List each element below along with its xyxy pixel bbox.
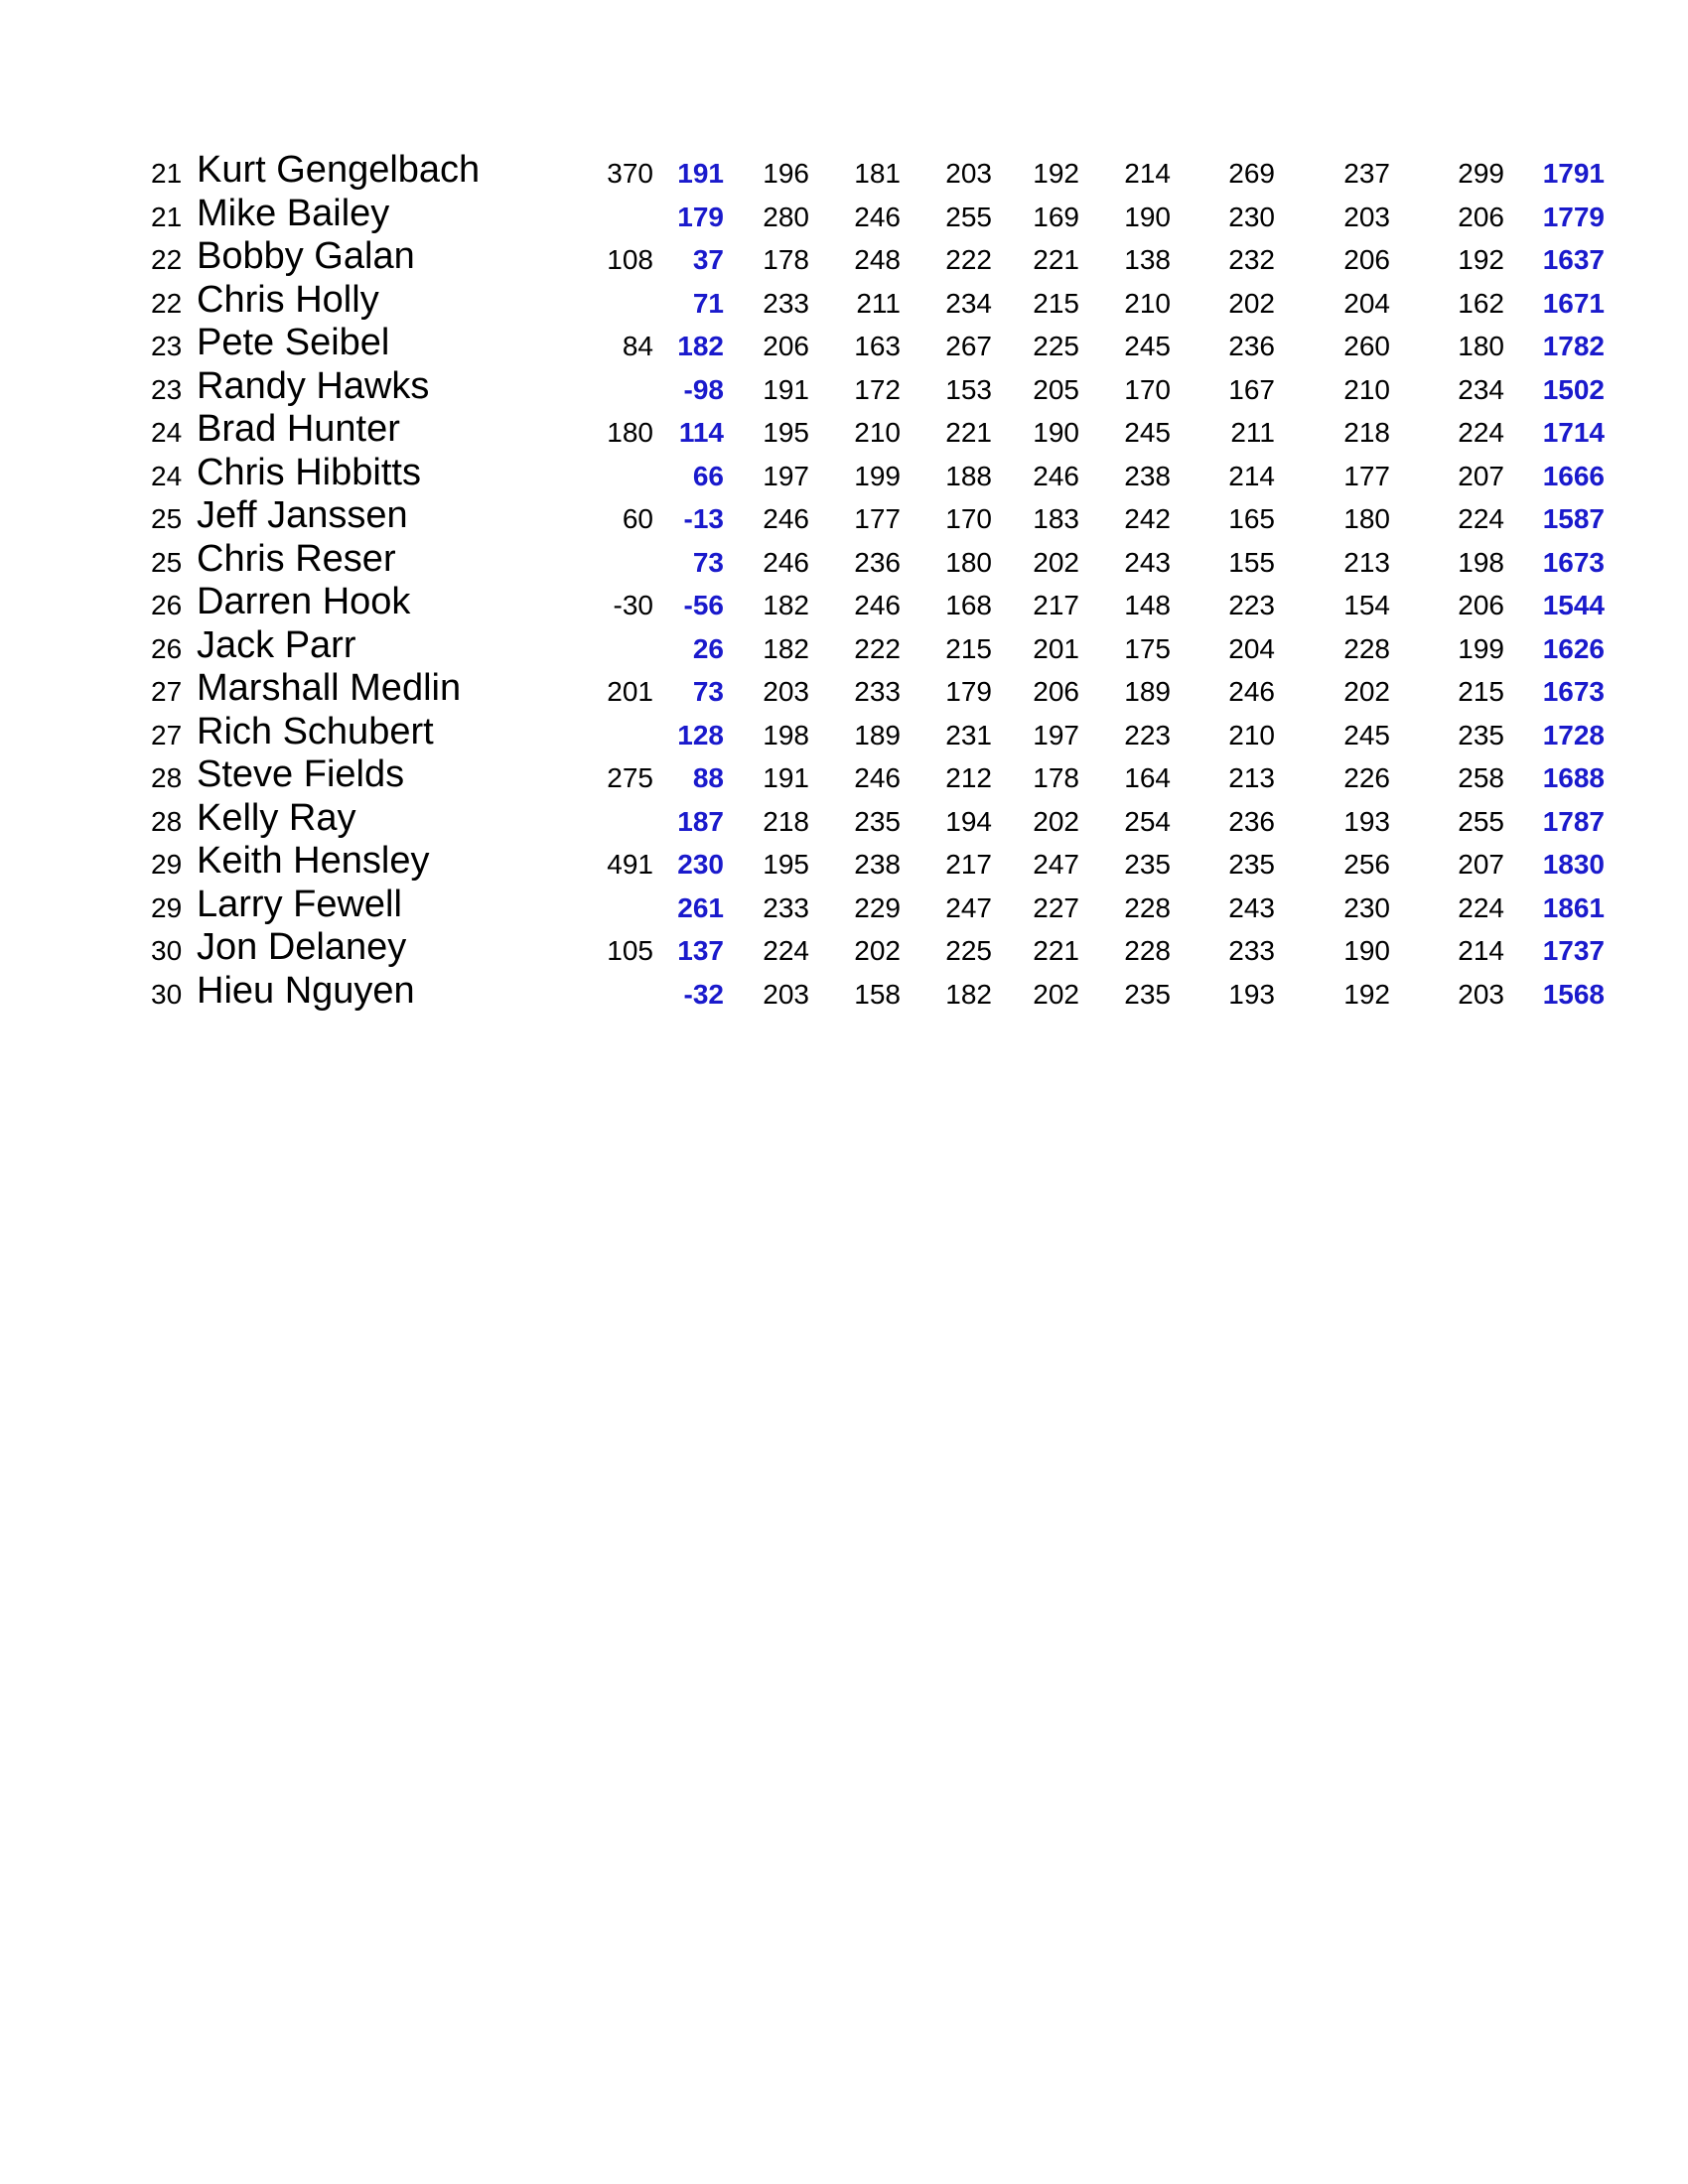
game-score-cell: 202 [1033, 978, 1079, 1010]
table-row [0, 492, 1688, 536]
game-score-cell: 226 [1343, 762, 1390, 793]
game-score-cell: 223 [1228, 590, 1275, 620]
table-row [0, 882, 1688, 925]
table-row [0, 709, 1688, 752]
total-cell: 1728 [1542, 719, 1605, 751]
table-row [0, 751, 1688, 795]
game-score-cell: 238 [854, 849, 901, 880]
bowler-name: Kelly Ray [197, 796, 356, 839]
game-score-cell: 245 [1124, 417, 1171, 448]
game-score-cell: 197 [1033, 719, 1079, 751]
game-score-cell: 222 [945, 244, 992, 275]
total-cell: 1671 [1542, 287, 1605, 319]
rank-cell: 29 [151, 891, 183, 923]
game-score-cell: 163 [854, 331, 901, 361]
bowler-name: Keith Hensley [197, 840, 430, 882]
game-score-cell: 199 [854, 460, 901, 491]
game-score-cell: 254 [1124, 805, 1171, 837]
game-score-cell: 227 [1033, 891, 1079, 923]
game-score-cell: 202 [1343, 676, 1390, 707]
total-cell: 1673 [1542, 546, 1605, 578]
game-score-cell: 170 [1124, 373, 1171, 405]
difference-cell: 66 [692, 460, 724, 491]
game-score-cell: 256 [1343, 849, 1390, 880]
game-score-cell: 210 [1343, 373, 1390, 405]
game-score-cell: 236 [854, 546, 901, 578]
game-score-cell: 203 [763, 676, 809, 707]
game-score-cell: 206 [1458, 590, 1504, 620]
game-score-cell: 213 [1343, 546, 1390, 578]
game-score-cell: 138 [1124, 244, 1171, 275]
bowler-name: Larry Fewell [197, 883, 402, 925]
game-score-cell: 223 [1124, 719, 1171, 751]
game-score-cell: 221 [945, 417, 992, 448]
table-row [0, 924, 1688, 968]
game-score-cell: 233 [854, 676, 901, 707]
game-score-cell: 299 [1458, 158, 1504, 189]
rank-cell: 25 [151, 503, 183, 534]
table-row [0, 363, 1688, 407]
total-cell: 1861 [1542, 891, 1605, 923]
game-score-cell: 246 [854, 762, 901, 793]
game-score-cell: 177 [854, 503, 901, 534]
game-score-cell: 245 [1343, 719, 1390, 751]
game-score-cell: 202 [1033, 805, 1079, 837]
game-score-cell: 192 [1033, 158, 1079, 189]
game-score-cell: 255 [1458, 805, 1504, 837]
handicap-cell: 84 [622, 331, 653, 361]
game-score-cell: 164 [1124, 762, 1171, 793]
bowler-name: Steve Fields [197, 753, 405, 795]
table-row [0, 191, 1688, 234]
bowler-name: Darren Hook [197, 581, 411, 622]
total-cell: 1544 [1542, 590, 1605, 620]
difference-cell: -13 [683, 503, 724, 534]
handicap-cell: 105 [607, 935, 653, 966]
difference-cell: 230 [677, 849, 724, 880]
game-score-cell: 224 [1458, 503, 1504, 534]
bowler-name: Chris Holly [197, 278, 379, 321]
game-score-cell: 258 [1458, 762, 1504, 793]
difference-cell: -56 [683, 590, 724, 620]
difference-cell: 26 [692, 632, 724, 664]
game-score-cell: 233 [763, 287, 809, 319]
game-score-cell: 246 [763, 546, 809, 578]
difference-cell: 187 [677, 805, 724, 837]
game-score-cell: 203 [1458, 978, 1504, 1010]
total-cell: 1637 [1542, 244, 1605, 275]
game-score-cell: 225 [1033, 331, 1079, 361]
game-score-cell: 190 [1124, 201, 1171, 232]
game-score-cell: 193 [1343, 805, 1390, 837]
game-score-cell: 181 [854, 158, 901, 189]
game-score-cell: 228 [1124, 935, 1171, 966]
game-score-cell: 235 [854, 805, 901, 837]
bowler-name: Brad Hunter [197, 408, 400, 450]
game-score-cell: 199 [1458, 632, 1504, 664]
game-score-cell: 243 [1124, 546, 1171, 578]
bowler-name: Randy Hawks [197, 364, 430, 407]
game-score-cell: 204 [1343, 287, 1390, 319]
game-score-cell: 260 [1343, 331, 1390, 361]
game-score-cell: 153 [945, 373, 992, 405]
game-score-cell: 210 [1124, 287, 1171, 319]
rank-cell: 24 [151, 460, 183, 491]
difference-cell: 37 [692, 244, 724, 275]
total-cell: 1688 [1542, 762, 1605, 793]
game-score-cell: 235 [1458, 719, 1504, 751]
game-score-cell: 255 [945, 201, 992, 232]
bowler-name: Chris Reser [197, 537, 396, 580]
game-score-cell: 168 [945, 590, 992, 620]
game-score-cell: 203 [1343, 201, 1390, 232]
difference-cell: 179 [677, 201, 724, 232]
game-score-cell: 202 [854, 935, 901, 966]
rank-cell: 28 [151, 762, 183, 793]
table-row [0, 968, 1688, 1012]
rank-cell: 27 [151, 676, 183, 707]
standings-table [0, 147, 1688, 1011]
game-score-cell: 230 [1228, 201, 1275, 232]
total-cell: 1502 [1542, 373, 1605, 405]
game-score-cell: 217 [945, 849, 992, 880]
rank-cell: 26 [151, 590, 183, 620]
game-score-cell: 280 [763, 201, 809, 232]
game-score-cell: 202 [1228, 287, 1275, 319]
game-score-cell: 236 [1228, 331, 1275, 361]
game-score-cell: 192 [1343, 978, 1390, 1010]
difference-cell: 73 [692, 546, 724, 578]
rank-cell: 26 [151, 632, 183, 664]
rank-cell: 23 [151, 331, 183, 361]
game-score-cell: 194 [945, 805, 992, 837]
game-score-cell: 242 [1124, 503, 1171, 534]
game-score-cell: 177 [1343, 460, 1390, 491]
game-score-cell: 195 [763, 849, 809, 880]
game-score-cell: 182 [945, 978, 992, 1010]
game-score-cell: 193 [1228, 978, 1275, 1010]
game-score-cell: 235 [1228, 849, 1275, 880]
game-score-cell: 214 [1458, 935, 1504, 966]
total-cell: 1626 [1542, 632, 1605, 664]
game-score-cell: 189 [854, 719, 901, 751]
game-score-cell: 230 [1343, 891, 1390, 923]
table-row [0, 147, 1688, 191]
game-score-cell: 218 [763, 805, 809, 837]
table-row [0, 579, 1688, 622]
game-score-cell: 188 [945, 460, 992, 491]
game-score-cell: 237 [1343, 158, 1390, 189]
game-score-cell: 206 [1033, 676, 1079, 707]
game-score-cell: 191 [763, 373, 809, 405]
table-row [0, 622, 1688, 666]
game-score-cell: 148 [1124, 590, 1171, 620]
table-row [0, 838, 1688, 882]
game-score-cell: 243 [1228, 891, 1275, 923]
game-score-cell: 198 [1458, 546, 1504, 578]
handicap-cell: 108 [607, 244, 653, 275]
bowler-name: Kurt Gengelbach [197, 149, 481, 191]
game-score-cell: 172 [854, 373, 901, 405]
game-score-cell: 211 [856, 287, 901, 319]
bowler-name: Jon Delaney [197, 926, 407, 968]
game-score-cell: 210 [1228, 719, 1275, 751]
game-score-cell: 182 [763, 632, 809, 664]
game-score-cell: 236 [1228, 805, 1275, 837]
game-score-cell: 234 [1458, 373, 1504, 405]
total-cell: 1782 [1542, 331, 1605, 361]
game-score-cell: 235 [1124, 849, 1171, 880]
game-score-cell: 202 [1033, 546, 1079, 578]
game-score-cell: 229 [854, 891, 901, 923]
game-score-cell: 167 [1228, 373, 1275, 405]
total-cell: 1779 [1542, 201, 1605, 232]
total-cell: 1714 [1542, 417, 1605, 448]
handicap-cell: -30 [613, 590, 653, 620]
table-row [0, 233, 1688, 277]
table-row [0, 450, 1688, 493]
handicap-cell: 370 [607, 158, 653, 189]
game-score-cell: 248 [854, 244, 901, 275]
table-row [0, 406, 1688, 450]
game-score-cell: 191 [763, 762, 809, 793]
game-score-cell: 154 [1343, 590, 1390, 620]
rank-cell: 21 [151, 158, 183, 189]
game-score-cell: 155 [1228, 546, 1275, 578]
game-score-cell: 233 [763, 891, 809, 923]
game-score-cell: 246 [854, 201, 901, 232]
table-row [0, 320, 1688, 363]
table-row [0, 536, 1688, 580]
rank-cell: 22 [151, 244, 183, 275]
table-row [0, 665, 1688, 709]
game-score-cell: 231 [945, 719, 992, 751]
game-score-cell: 204 [1228, 632, 1275, 664]
game-score-cell: 218 [1343, 417, 1390, 448]
game-score-cell: 222 [854, 632, 901, 664]
game-score-cell: 158 [854, 978, 901, 1010]
game-score-cell: 233 [1228, 935, 1275, 966]
game-score-cell: 214 [1228, 460, 1275, 491]
rank-cell: 22 [151, 287, 183, 319]
game-score-cell: 182 [763, 590, 809, 620]
game-score-cell: 224 [1458, 417, 1504, 448]
game-score-cell: 215 [945, 632, 992, 664]
handicap-cell: 60 [622, 503, 653, 534]
game-score-cell: 169 [1033, 201, 1079, 232]
game-score-cell: 196 [763, 158, 809, 189]
game-score-cell: 190 [1033, 417, 1079, 448]
game-score-cell: 183 [1033, 503, 1079, 534]
game-score-cell: 234 [945, 287, 992, 319]
game-score-cell: 180 [945, 546, 992, 578]
game-score-cell: 224 [1458, 891, 1504, 923]
bowler-name: Chris Hibbitts [197, 451, 421, 493]
rank-cell: 27 [151, 719, 183, 751]
difference-cell: 182 [677, 331, 724, 361]
difference-cell: 114 [678, 417, 724, 448]
table-row [0, 795, 1688, 839]
handicap-cell: 491 [607, 849, 653, 880]
rank-cell: 30 [151, 978, 183, 1010]
game-score-cell: 246 [1228, 676, 1275, 707]
game-score-cell: 206 [763, 331, 809, 361]
game-score-cell: 207 [1458, 460, 1504, 491]
game-score-cell: 225 [945, 935, 992, 966]
bowler-name: Hieu Nguyen [197, 969, 415, 1012]
bowler-name: Marshall Medlin [197, 667, 462, 709]
rank-cell: 29 [151, 849, 183, 880]
rank-cell: 28 [151, 805, 183, 837]
rank-cell: 24 [151, 417, 183, 448]
total-cell: 1568 [1542, 978, 1605, 1010]
bowler-name: Bobby Galan [197, 235, 415, 277]
handicap-cell: 275 [607, 762, 653, 793]
handicap-cell: 180 [607, 417, 653, 448]
game-score-cell: 232 [1228, 244, 1275, 275]
game-score-cell: 267 [945, 331, 992, 361]
game-score-cell: 269 [1228, 158, 1275, 189]
game-score-cell: 246 [1033, 460, 1079, 491]
table-row [0, 277, 1688, 321]
game-score-cell: 178 [763, 244, 809, 275]
game-score-cell: 213 [1228, 762, 1275, 793]
game-score-cell: 235 [1124, 978, 1171, 1010]
game-score-cell: 228 [1124, 891, 1171, 923]
game-score-cell: 247 [1033, 849, 1079, 880]
difference-cell: -32 [683, 978, 724, 1010]
game-score-cell: 247 [945, 891, 992, 923]
game-score-cell: 206 [1343, 244, 1390, 275]
rank-cell: 30 [151, 935, 183, 966]
game-score-cell: 221 [1033, 244, 1079, 275]
difference-cell: 128 [677, 719, 724, 751]
game-score-cell: 205 [1033, 373, 1079, 405]
handicap-cell: 201 [607, 676, 653, 707]
difference-cell: 88 [692, 762, 724, 793]
difference-cell: 191 [677, 158, 724, 189]
total-cell: 1787 [1542, 805, 1605, 837]
bowler-name: Pete Seibel [197, 322, 390, 363]
bowler-name: Rich Schubert [197, 710, 434, 752]
game-score-cell: 212 [945, 762, 992, 793]
game-score-cell: 175 [1124, 632, 1171, 664]
game-score-cell: 210 [854, 417, 901, 448]
game-score-cell: 206 [1458, 201, 1504, 232]
difference-cell: 137 [677, 935, 724, 966]
game-score-cell: 197 [763, 460, 809, 491]
game-score-cell: 211 [1230, 417, 1275, 448]
total-cell: 1673 [1542, 676, 1605, 707]
difference-cell: -98 [683, 373, 724, 405]
game-score-cell: 221 [1033, 935, 1079, 966]
bowler-name: Jeff Janssen [197, 494, 408, 536]
game-score-cell: 201 [1033, 632, 1079, 664]
difference-cell: 73 [692, 676, 724, 707]
game-score-cell: 246 [763, 503, 809, 534]
game-score-cell: 165 [1228, 503, 1275, 534]
game-score-cell: 246 [854, 590, 901, 620]
game-score-cell: 162 [1458, 287, 1504, 319]
game-score-cell: 224 [763, 935, 809, 966]
total-cell: 1587 [1542, 503, 1605, 534]
total-cell: 1791 [1542, 158, 1605, 189]
rank-cell: 23 [151, 373, 183, 405]
game-score-cell: 195 [763, 417, 809, 448]
bowler-name: Mike Bailey [197, 192, 390, 234]
game-score-cell: 180 [1343, 503, 1390, 534]
game-score-cell: 214 [1124, 158, 1171, 189]
game-score-cell: 170 [945, 503, 992, 534]
game-score-cell: 192 [1458, 244, 1504, 275]
game-score-cell: 198 [763, 719, 809, 751]
game-score-cell: 228 [1343, 632, 1390, 664]
game-score-cell: 245 [1124, 331, 1171, 361]
game-score-cell: 207 [1458, 849, 1504, 880]
game-score-cell: 178 [1033, 762, 1079, 793]
game-score-cell: 180 [1458, 331, 1504, 361]
total-cell: 1666 [1542, 460, 1605, 491]
game-score-cell: 189 [1124, 676, 1171, 707]
game-score-cell: 217 [1033, 590, 1079, 620]
game-score-cell: 238 [1124, 460, 1171, 491]
bowler-name: Jack Parr [197, 623, 356, 666]
game-score-cell: 203 [945, 158, 992, 189]
game-score-cell: 215 [1458, 676, 1504, 707]
game-score-cell: 203 [763, 978, 809, 1010]
difference-cell: 71 [692, 287, 724, 319]
game-score-cell: 179 [945, 676, 992, 707]
game-score-cell: 190 [1343, 935, 1390, 966]
total-cell: 1737 [1542, 935, 1605, 966]
total-cell: 1830 [1542, 849, 1605, 880]
difference-cell: 261 [677, 891, 724, 923]
rank-cell: 21 [151, 201, 183, 232]
game-score-cell: 215 [1033, 287, 1079, 319]
rank-cell: 25 [151, 546, 183, 578]
